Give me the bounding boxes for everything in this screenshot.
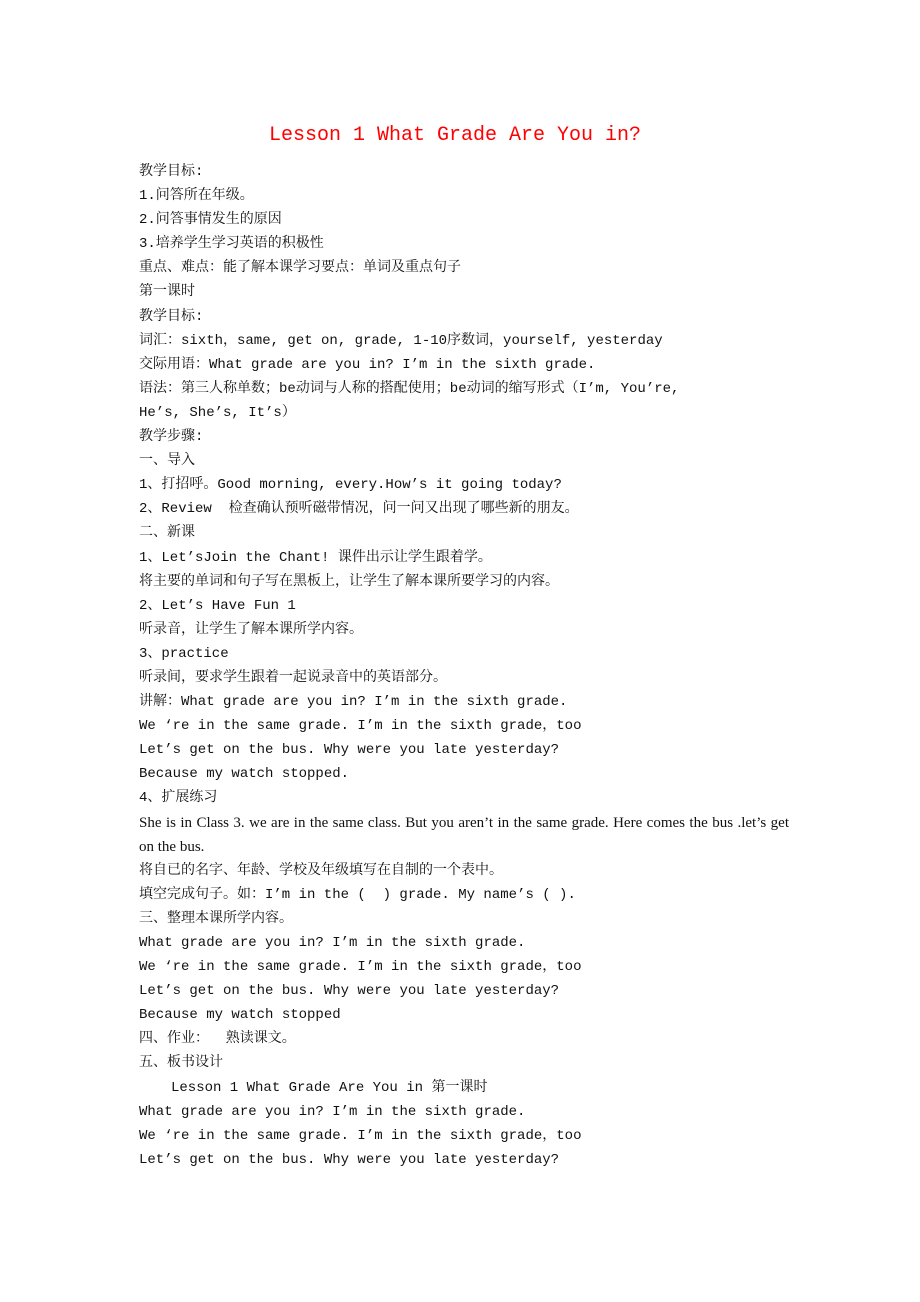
step-heading: 三、整理本课所学内容。 xyxy=(139,910,293,927)
section-heading-steps: 教学步骤: xyxy=(139,429,204,446)
step-description: 听录音，让学生了解本课所学内容。 xyxy=(139,621,363,638)
step-item: 4、扩展练习 xyxy=(139,790,218,807)
objective-item: 1.问答所在年级。 xyxy=(139,188,254,205)
explanation-line: 讲解：What grade are you in? I’m in the sixth grade. xyxy=(139,694,568,711)
sentence-line: What grade are you in? I’m in the sixth grade. xyxy=(139,935,526,951)
step-heading: 一、导入 xyxy=(139,453,195,470)
step-description: 将自已的名字、年龄、学校及年级填写在自制的一个表中。 xyxy=(139,862,503,879)
fill-blank-line: 填空完成句子。如：I’m in the ( ) grade. My name’s ( ). xyxy=(139,886,576,903)
section-heading-objectives: 教学目标: xyxy=(139,164,204,180)
vocabulary-line: 词汇：sixth，same, get on, grade, 1-10序数词，yourself, yesterday xyxy=(139,332,663,349)
step-heading: 二、新课 xyxy=(139,525,195,542)
sentence-line: We ‘re in the same grade. I’m in the sixth grade，too xyxy=(139,718,582,735)
sentence-line: Let’s get on the bus. Why were you late yesterday? xyxy=(139,742,560,759)
document-body xyxy=(139,160,789,1172)
communication-line: 交际用语：What grade are you in? I’m in the sixth grade. xyxy=(139,356,596,373)
sentence-line: We ‘re in the same grade. I’m in the sixth grade，too xyxy=(139,959,582,976)
section-heading-objectives: 教学目标: xyxy=(139,308,204,325)
step-item: 2、Review 检查确认预听磁带情况，问一问又出现了哪些新的朋友。 xyxy=(139,501,579,518)
sentence-line: Let’s get on the bus. Why were you late yesterday? xyxy=(139,983,560,1000)
grammar-line: 语法：第三人称单数；be动词与人称的搭配使用；be动词的缩写形式（I’m, You’re, xyxy=(139,380,680,397)
board-design-title: Lesson 1 What Grade Are You in 第一课时 xyxy=(171,1079,488,1096)
grammar-line-continued: He’s, She’s, It’s） xyxy=(139,404,296,421)
step-description: 将主要的单词和句子写在黑板上，让学生了解本课所要学习的内容。 xyxy=(139,573,559,590)
sentence-line: We ‘re in the same grade. I’m in the sixth grade，too xyxy=(139,1127,582,1144)
objective-item: 3.培养学生学习英语的积极性 xyxy=(139,236,324,253)
step-item: 3、practice xyxy=(139,645,229,662)
homework-line: 四、作业： 熟读课文。 xyxy=(139,1031,296,1048)
step-heading: 五、板书设计 xyxy=(139,1055,223,1072)
period-heading: 第一课时 xyxy=(139,284,195,301)
objective-item: 2.问答事情发生的原因 xyxy=(139,212,282,229)
sentence-line: Let’s get on the bus. Why were you late yesterday? xyxy=(139,1151,560,1168)
step-item: 2、Let’s Have Fun 1 xyxy=(139,597,296,614)
extension-paragraph: She is in Class 3. we are in the same class. But you aren’t in the same grade. Here comes the bus .let’s get on the bus. xyxy=(139,814,789,855)
sentence-line: Because my watch stopped. xyxy=(139,766,350,783)
key-points-line: 重点、难点：能了解本课学习要点：单词及重点句子 xyxy=(139,260,461,277)
sentence-line: Because my watch stopped xyxy=(139,1007,341,1024)
step-description: 听录间，要求学生跟着一起说录音中的英语部分。 xyxy=(139,669,447,686)
step-item: 1、Let’sJoin the Chant! 课件出示让学生跟着学。 xyxy=(139,549,492,566)
step-item: 1、打招呼。Good morning, every.How’s it going today? xyxy=(139,477,562,494)
sentence-line: What grade are you in? I’m in the sixth grade. xyxy=(139,1103,526,1120)
document-title: Lesson 1 What Grade Are You in? xyxy=(268,124,642,147)
